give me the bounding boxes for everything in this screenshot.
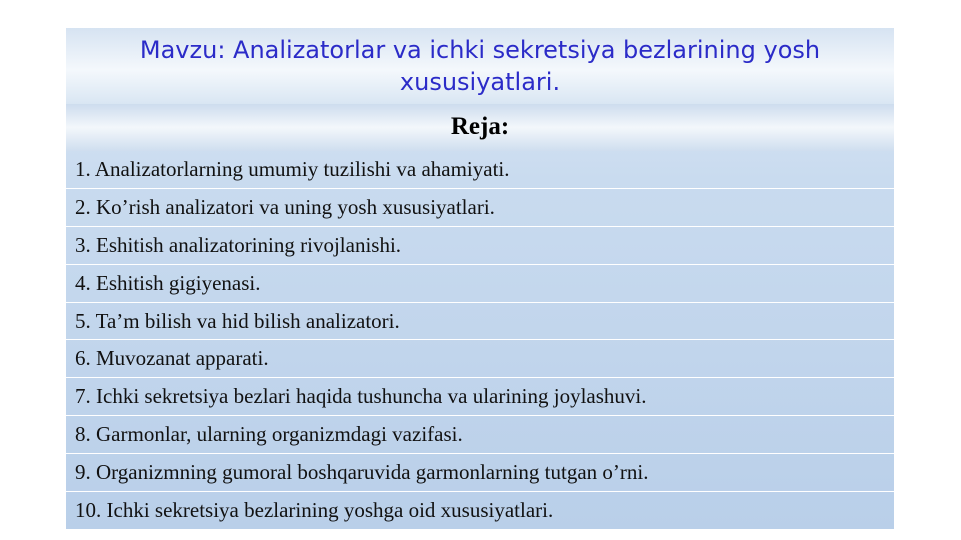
plan-item-9: 9. Organizmning gumoral boshqaruvida garmonlarning tutgan o’rni. (66, 454, 894, 492)
plan-item-5: 5. Ta’m bilish va hid bilish analizatori. (66, 303, 894, 341)
plan-item-6: 6. Muvozanat apparati. (66, 340, 894, 378)
slide-content-box (66, 28, 894, 529)
plan-list (66, 151, 894, 530)
plan-item-8: 8. Garmonlar, ularning organizmdagi vazifasi. (66, 416, 894, 454)
plan-item-1: 1. Analizatorlarning umumiy tuzilishi va ahamiyati. (66, 151, 894, 189)
plan-item-4: 4. Eshitish gigiyenasi. (66, 265, 894, 303)
plan-item-10: 10. Ichki sekretsiya bezlarining yoshga oid xususiyatlari. (75, 498, 554, 523)
plan-item-2: 2. Ko’rish analizatori va uning yosh xususiyatlari. (66, 189, 894, 227)
plan-item-3: 3. Eshitish analizatorining rivojlanishi. (66, 227, 894, 265)
plan-heading: Reja: (66, 104, 894, 151)
slide-title: Mavzu: Analizatorlar va ichki sekretsiya bezlarining yosh xususiyatlari. (66, 28, 894, 104)
plan-item-7: 7. Ichki sekretsiya bezlari haqida tushuncha va ularining joylashuvi. (66, 378, 894, 416)
